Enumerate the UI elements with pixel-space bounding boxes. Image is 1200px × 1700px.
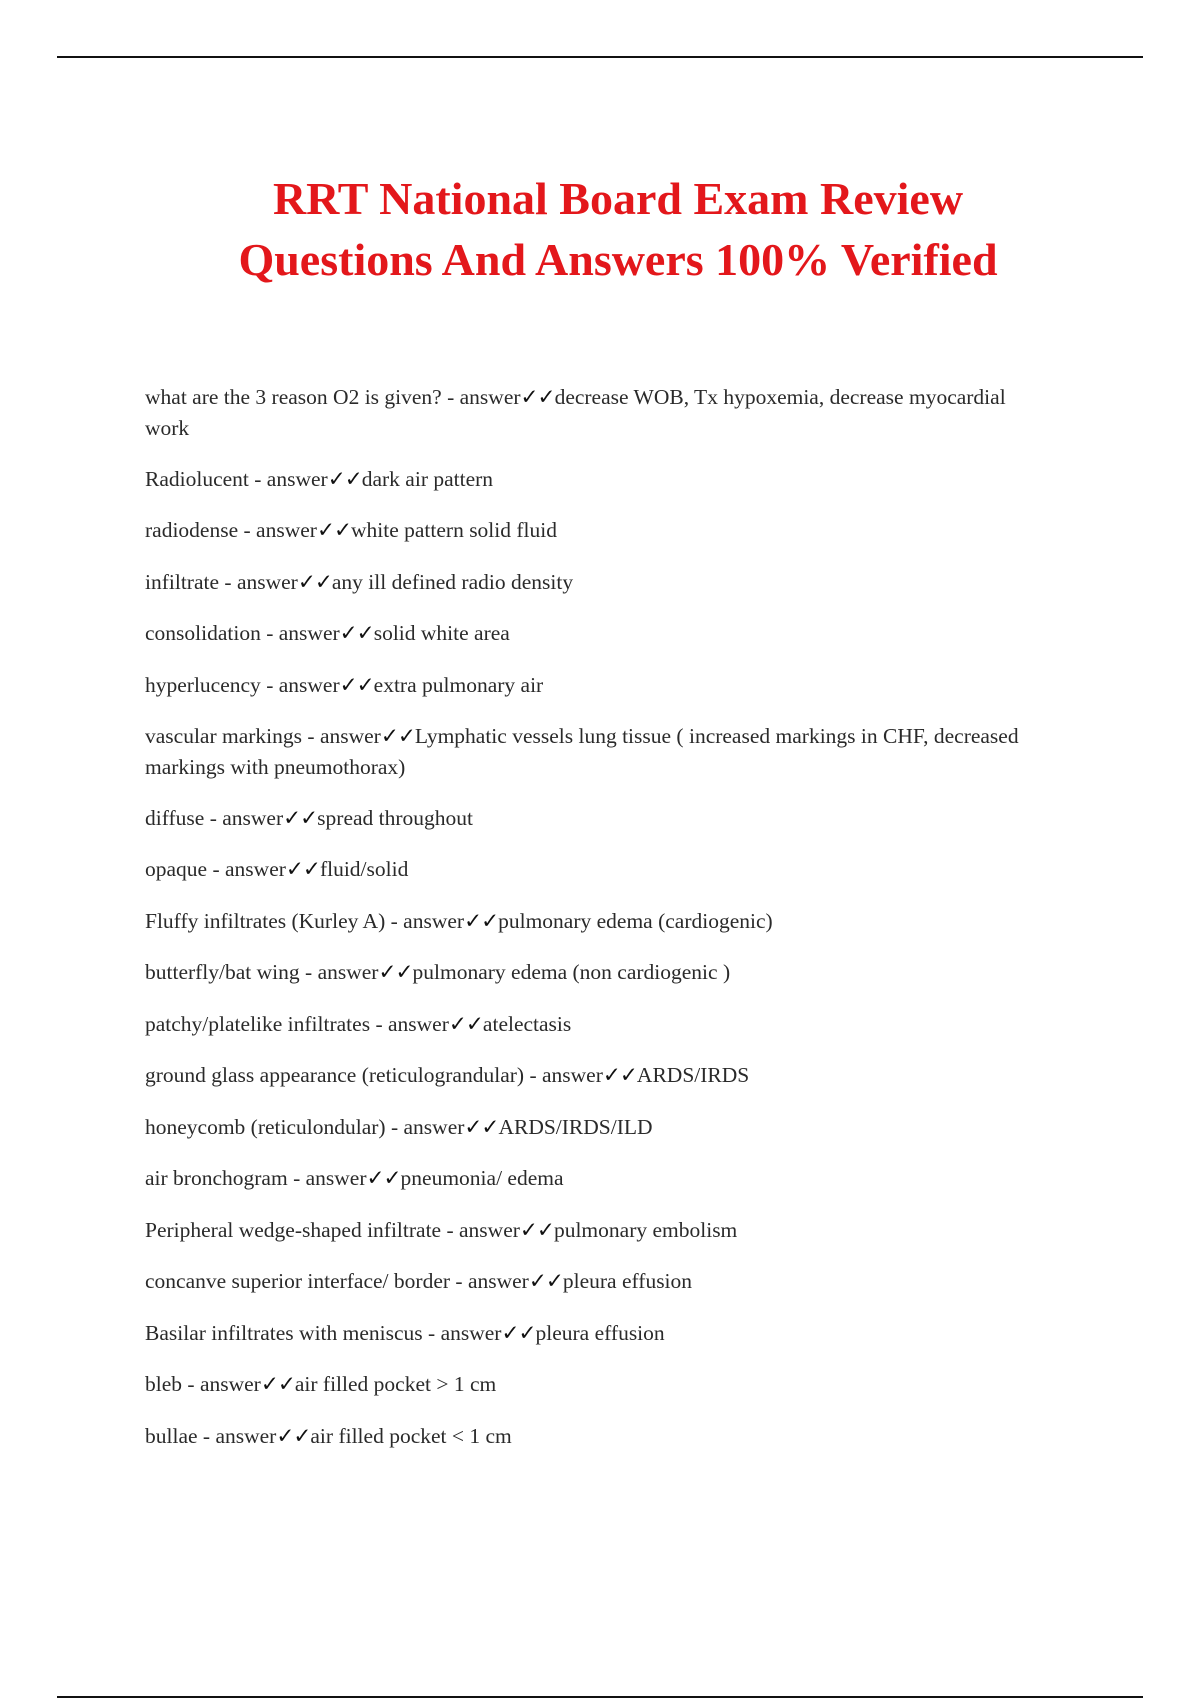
answer-text: pulmonary edema (non cardiogenic ) [412,960,731,984]
qa-item [145,803,1045,834]
qa-item [145,1266,1045,1297]
double-check-icon: ✓✓ [297,569,332,595]
double-check-icon: ✓✓ [519,1217,554,1243]
answer-separator: - answer [238,518,317,542]
question-text: diffuse [145,805,205,830]
question-text: bleb [145,1372,183,1396]
double-check-icon: ✓✓ [276,1423,311,1449]
question-text: what are the 3 reason O2 is given? [145,385,442,409]
question-text: hyperlucency [145,672,261,697]
bottom-rule [57,1696,1143,1698]
question-text: consolidation [145,621,261,645]
double-check-icon: ✓✓ [378,960,413,985]
answer-separator: - answer [207,857,286,881]
qa-item [145,1163,1045,1194]
answer-separator: - answer [441,385,521,409]
answer-text: pulmonary edema (cardiogenic) [498,908,773,933]
answer-text: pleura effusion [562,1269,693,1293]
answer-text: pleura effusion [535,1320,665,1345]
title-line-2: Questions And Answers 100% Verified [238,234,998,285]
qa-item [145,1060,1045,1091]
answer-separator: - answer [260,621,340,645]
answer-text: ARDS/IRDS [636,1063,750,1087]
qa-item [145,515,1045,546]
answer-separator: - answer [524,1063,603,1087]
question-text: infiltrate [145,569,220,594]
answer-text: ARDS/IRDS/ILD [498,1114,653,1139]
double-check-icon: ✓✓ [285,857,320,882]
page-title [0,168,1200,290]
double-check-icon: ✓✓ [283,805,318,831]
answer-separator: - answer [385,908,465,933]
answer-separator: - answer [422,1320,502,1345]
answer-separator: - answer [260,672,340,697]
qa-item [145,1421,1045,1452]
answer-separator: - answer [248,466,328,491]
qa-item [145,957,1045,988]
question-text: Fluffy infiltrates (Kurley A) [145,908,386,933]
answer-text: decrease WOB, Tx hypoxemia, decrease myocardial work [145,385,1006,440]
answer-separator: - answer [182,1372,261,1396]
answer-text: any ill defined radio density [331,569,574,594]
qa-item [145,1215,1045,1246]
qa-item [145,1009,1045,1040]
question-text: concanve superior interface/ border [145,1269,451,1293]
answer-text: dark air pattern [361,466,494,491]
double-check-icon: ✓✓ [501,1320,536,1346]
question-text: Radiolucent [145,466,249,491]
double-check-icon: ✓✓ [366,1166,401,1191]
title-line-1: RRT National Board Exam Review [272,173,964,224]
double-check-icon: ✓✓ [339,672,374,698]
answer-text: air filled pocket < 1 cm [310,1423,512,1448]
qa-item [145,1318,1045,1349]
double-check-icon: ✓✓ [448,1011,483,1037]
question-text: bullae [145,1423,198,1448]
question-text: patchy/platelike infiltrates [145,1011,371,1036]
double-check-icon: ✓✓ [528,1269,563,1294]
double-check-icon: ✓✓ [520,385,555,410]
double-check-icon: ✓✓ [602,1063,637,1088]
qa-item [145,906,1045,937]
qa-list [145,382,1045,1472]
qa-item [145,1369,1045,1400]
question-text: Peripheral wedge-shaped infiltrate [145,1217,442,1242]
answer-text: white pattern solid fluid [350,518,557,542]
double-check-icon: ✓✓ [380,724,415,749]
answer-separator: - answer [302,724,381,748]
double-check-icon: ✓✓ [464,908,499,934]
top-rule [57,56,1143,58]
qa-item [145,854,1045,885]
qa-item [145,382,1045,443]
question-text: honeycomb (reticulondular) [145,1114,386,1139]
answer-text: fluid/solid [319,857,409,881]
answer-text: atelectasis [482,1011,572,1036]
double-check-icon: ✓✓ [327,466,362,492]
qa-item [145,567,1045,598]
answer-separator: - answer [204,805,284,830]
question-text: vascular markings [145,724,303,748]
question-text: radiodense [145,518,239,542]
answer-separator: - answer [450,1269,529,1293]
answer-text: spread throughout [317,805,474,830]
double-check-icon: ✓✓ [316,518,351,543]
qa-item [145,1112,1045,1143]
answer-text: extra pulmonary air [373,672,544,697]
answer-separator: - answer [441,1217,520,1242]
question-text: Basilar infiltrates with meniscus [145,1320,423,1345]
qa-item [145,670,1045,701]
answer-text: pneumonia/ edema [400,1166,564,1190]
answer-separator: - answer [219,569,298,594]
qa-item [145,721,1045,782]
answer-text: Lymphatic vessels lung tissue ( increased markings in CHF, decreased markings with pneumothorax) [145,724,1019,779]
answer-text: pulmonary embolism [553,1217,738,1242]
answer-separator: - answer [287,1166,367,1190]
answer-separator: - answer [299,960,379,984]
question-text: air bronchogram [145,1166,288,1190]
answer-separator: - answer [197,1423,277,1448]
answer-text: solid white area [373,621,510,645]
question-text: opaque [145,857,208,881]
question-text: butterfly/bat wing [145,960,300,984]
qa-item [145,618,1045,649]
double-check-icon: ✓✓ [464,1114,499,1140]
answer-separator: - answer [370,1011,449,1036]
question-text: ground glass appearance (reticulograndular) [145,1063,525,1087]
answer-text: air filled pocket > 1 cm [294,1372,497,1396]
double-check-icon: ✓✓ [339,621,374,646]
double-check-icon: ✓✓ [260,1372,295,1397]
answer-separator: - answer [385,1114,465,1139]
qa-item [145,464,1045,495]
